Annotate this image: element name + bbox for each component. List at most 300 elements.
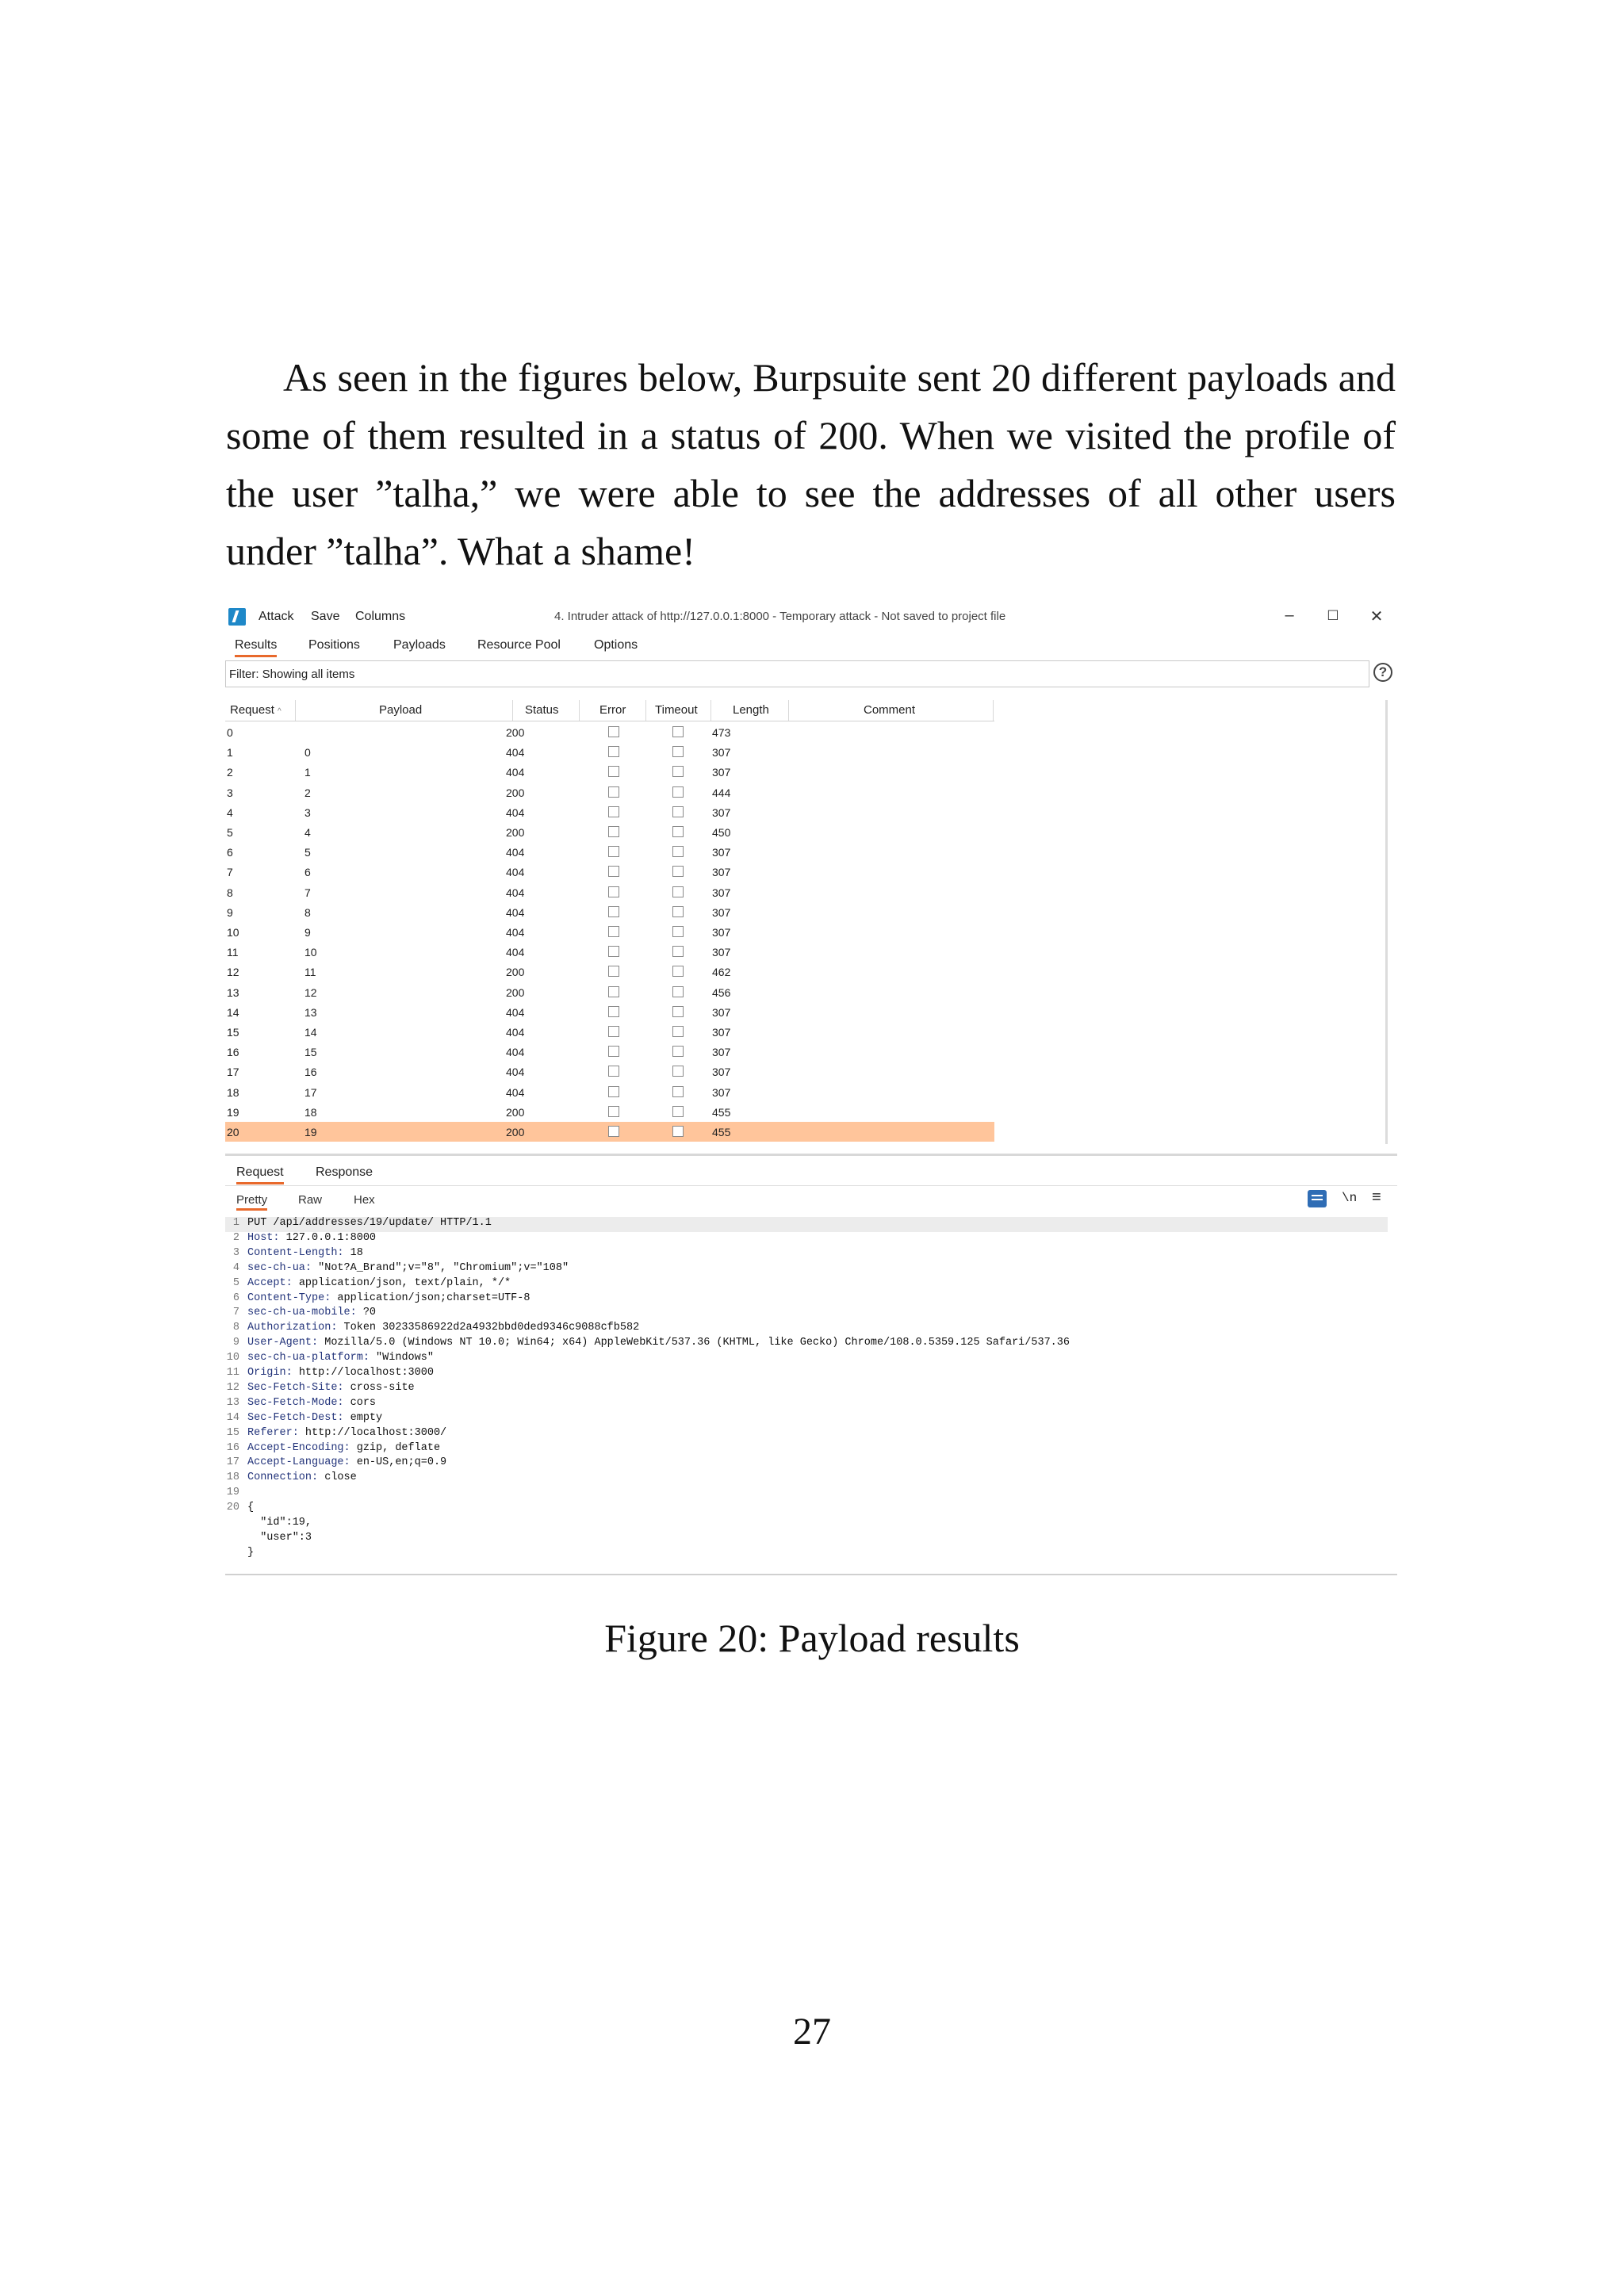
table-row[interactable]	[225, 882, 994, 902]
timeout-checkbox[interactable]	[672, 1126, 684, 1137]
line-number: 8	[232, 1322, 239, 1334]
line-number: 5	[232, 1276, 239, 1289]
code-line	[225, 1456, 1388, 1471]
header-key: Sec-Fetch-Dest:	[247, 1411, 344, 1424]
minimize-icon[interactable]: –	[1285, 607, 1294, 624]
line-text	[247, 1517, 312, 1529]
timeout-checkbox[interactable]	[672, 906, 684, 917]
error-checkbox[interactable]	[608, 786, 619, 798]
cell-payload: 19	[304, 1126, 317, 1138]
header-key: Sec-Fetch-Site:	[247, 1381, 344, 1394]
cell-length: 307	[712, 866, 731, 879]
header-key: Origin:	[247, 1367, 293, 1379]
code-line	[225, 1442, 1388, 1457]
cell-status: 404	[506, 806, 525, 819]
line-text	[247, 1471, 357, 1483]
code-line	[225, 1307, 1388, 1322]
request-editor[interactable]	[225, 1217, 1388, 1574]
cell-status: 404	[506, 1005, 525, 1019]
cell-payload: 5	[304, 846, 311, 859]
line-text	[247, 1307, 376, 1318]
header-value: "Windows"	[369, 1352, 434, 1364]
header-key: Authorization:	[247, 1322, 338, 1334]
line-number: 20	[226, 1502, 239, 1514]
column-divider	[295, 700, 296, 721]
line-number: 10	[226, 1352, 239, 1364]
column-divider	[512, 700, 513, 721]
header-key: Connection:	[247, 1471, 319, 1484]
header-value: application/json, text/plain, */*	[292, 1276, 511, 1289]
header-key: {	[247, 1502, 255, 1514]
line-text	[247, 1292, 530, 1304]
cell-status: 200	[506, 726, 525, 739]
line-text	[247, 1382, 415, 1394]
table-row[interactable]	[225, 982, 994, 1002]
code-line	[225, 1367, 1388, 1382]
timeout-checkbox[interactable]	[672, 766, 684, 777]
cell-status: 404	[506, 846, 525, 859]
code-line	[225, 1322, 1388, 1337]
table-row[interactable]	[225, 1082, 994, 1102]
header-key: sec-ch-ua-mobile:	[247, 1307, 357, 1319]
header-key: Content-Length:	[247, 1246, 344, 1259]
line-text	[247, 1502, 254, 1513]
table-row[interactable]	[225, 862, 994, 882]
cell-request: 4	[227, 806, 233, 819]
error-checkbox[interactable]	[608, 1086, 619, 1097]
cell-payload: 9	[304, 926, 311, 939]
header-error[interactable]: Error	[599, 703, 626, 717]
menu-columns[interactable]: Columns	[355, 610, 406, 623]
table-row[interactable]	[225, 942, 994, 962]
cell-status: 404	[506, 886, 525, 899]
tab-response[interactable]: Response	[316, 1165, 373, 1179]
cell-length: 444	[712, 786, 731, 799]
cell-payload: 8	[304, 905, 311, 919]
burp-logo-icon	[228, 608, 246, 626]
figure-caption: Figure 20: Payload results	[604, 1616, 1020, 1660]
cell-payload: 2	[304, 786, 311, 799]
message-tabs	[225, 1161, 1397, 1186]
table-header	[225, 700, 994, 721]
line-text	[247, 1247, 363, 1259]
header-value: empty	[343, 1411, 383, 1424]
cell-request: 3	[227, 786, 233, 799]
cell-request: 10	[227, 926, 239, 939]
header-key: Accept-Encoding:	[247, 1441, 350, 1454]
header-value: application/json;charset=UTF-8	[331, 1292, 530, 1304]
line-text	[247, 1232, 376, 1244]
cell-status: 200	[506, 786, 525, 799]
line-text	[247, 1262, 569, 1274]
header-value: "Not?A_Brand";v="8", "Chromium";v="108"	[312, 1261, 569, 1274]
page-number: 27	[793, 2011, 831, 2053]
line-text	[247, 1367, 434, 1379]
table-row[interactable]	[225, 902, 994, 922]
header-key: User-Agent:	[247, 1337, 319, 1349]
sort-ascending-icon: ^	[278, 707, 282, 716]
menu-save[interactable]: Save	[311, 610, 340, 623]
table-row[interactable]	[225, 922, 994, 942]
table-row[interactable]	[225, 822, 994, 842]
help-icon[interactable]: ?	[1373, 663, 1392, 682]
cell-request: 12	[227, 966, 239, 979]
line-text	[247, 1337, 1070, 1349]
tab-resource-pool[interactable]: Resource Pool	[477, 638, 561, 652]
cell-request: 17	[227, 1066, 239, 1079]
cell-status: 404	[506, 1046, 525, 1059]
error-checkbox[interactable]	[608, 1046, 619, 1057]
header-key: Referer:	[247, 1426, 299, 1439]
cell-payload: 13	[304, 1005, 317, 1019]
cell-payload: 14	[304, 1026, 317, 1039]
column-divider	[993, 700, 994, 721]
line-text	[247, 1442, 440, 1454]
header-value: http://localhost:3000	[292, 1367, 434, 1379]
timeout-checkbox[interactable]	[672, 1106, 684, 1117]
panel-splitter[interactable]	[225, 1154, 1397, 1156]
cell-request: 1	[227, 746, 233, 760]
line-number: 17	[226, 1456, 239, 1469]
cell-length: 307	[712, 1026, 731, 1039]
cell-length: 450	[712, 826, 731, 839]
code-line	[225, 1502, 1388, 1517]
header-key: Accept:	[247, 1276, 293, 1289]
tab-request[interactable]: Request	[236, 1165, 284, 1184]
code-line	[225, 1547, 1388, 1562]
column-divider	[645, 700, 646, 721]
cell-status: 404	[506, 946, 525, 959]
line-number: 12	[226, 1381, 239, 1394]
divider	[225, 1574, 1397, 1575]
cell-payload: 1	[304, 766, 311, 779]
header-value: gzip, deflate	[350, 1441, 441, 1454]
cell-length: 307	[712, 926, 731, 939]
code-line	[225, 1262, 1388, 1277]
timeout-checkbox[interactable]	[672, 1046, 684, 1057]
header-key: "user":3	[247, 1531, 312, 1544]
cell-request: 8	[227, 886, 233, 899]
tab-payloads[interactable]: Payloads	[393, 638, 446, 652]
line-text	[247, 1277, 511, 1289]
cell-length: 307	[712, 746, 731, 760]
timeout-checkbox[interactable]	[672, 926, 684, 937]
header-key: Host:	[247, 1231, 280, 1244]
code-line	[225, 1397, 1388, 1412]
timeout-checkbox[interactable]	[672, 986, 684, 997]
maximize-icon[interactable]: ☐	[1327, 608, 1339, 623]
code-line	[225, 1217, 1388, 1232]
table-row[interactable]	[225, 842, 994, 862]
cell-status: 404	[506, 1026, 525, 1039]
close-icon[interactable]: ✕	[1369, 608, 1384, 626]
table-row[interactable]	[225, 742, 994, 762]
header-comment[interactable]: Comment	[864, 703, 916, 717]
error-checkbox[interactable]	[608, 1106, 619, 1117]
error-checkbox[interactable]	[608, 1006, 619, 1017]
timeout-checkbox[interactable]	[672, 866, 684, 877]
code-line	[225, 1532, 1388, 1547]
burp-intruder-screenshot	[225, 600, 1397, 1575]
line-number: 4	[232, 1261, 239, 1274]
error-checkbox[interactable]	[608, 886, 619, 897]
cell-request: 18	[227, 1085, 239, 1099]
cell-payload: 16	[304, 1066, 317, 1079]
code-line	[225, 1277, 1388, 1292]
error-checkbox[interactable]	[608, 866, 619, 877]
cell-status: 200	[506, 985, 525, 999]
code-line	[225, 1352, 1388, 1367]
cell-payload: 15	[304, 1046, 317, 1059]
vertical-scrollbar[interactable]	[1385, 700, 1388, 1144]
error-checkbox[interactable]	[608, 1066, 619, 1077]
line-text	[247, 1427, 446, 1439]
cell-length: 307	[712, 905, 731, 919]
header-value: ?0	[356, 1307, 377, 1319]
cell-payload: 12	[304, 985, 317, 999]
cell-request: 19	[227, 1105, 239, 1119]
code-line	[225, 1247, 1388, 1262]
cell-length: 455	[712, 1105, 731, 1119]
line-text	[247, 1456, 446, 1468]
cell-request: 16	[227, 1046, 239, 1059]
cell-length: 307	[712, 806, 731, 819]
cell-status: 404	[506, 905, 525, 919]
timeout-checkbox[interactable]	[672, 946, 684, 957]
cell-status: 200	[506, 826, 525, 839]
line-text	[247, 1532, 312, 1544]
line-number: 2	[232, 1231, 239, 1244]
cell-request: 0	[227, 726, 233, 739]
cell-status: 404	[506, 746, 525, 760]
line-text	[247, 1397, 376, 1409]
timeout-checkbox[interactable]	[672, 786, 684, 798]
timeout-checkbox[interactable]	[672, 826, 684, 837]
cell-payload: 0	[304, 746, 311, 760]
line-text	[247, 1352, 434, 1364]
line-number: 9	[232, 1337, 239, 1349]
column-divider	[710, 700, 711, 721]
cell-payload: 7	[304, 886, 311, 899]
table-row[interactable]	[225, 802, 994, 822]
error-checkbox[interactable]	[608, 806, 619, 817]
cell-request: 6	[227, 846, 233, 859]
column-divider	[788, 700, 789, 721]
table-row[interactable]	[225, 722, 994, 742]
cell-request: 13	[227, 985, 239, 999]
timeout-checkbox[interactable]	[672, 726, 684, 737]
cell-status: 200	[506, 1105, 525, 1119]
line-number: 7	[232, 1307, 239, 1319]
body-paragraph: As seen in the figures below, Burpsuite sent 20 different payloads and some of them resulted in a status of 200. When we visited the profile of the user ”talha,” we were able to see the addresses of all other users under ”talha”. What a shame!	[226, 355, 1396, 573]
timeout-checkbox[interactable]	[672, 1026, 684, 1037]
error-checkbox[interactable]	[608, 826, 619, 837]
error-checkbox[interactable]	[608, 906, 619, 917]
cell-payload: 11	[304, 966, 316, 979]
code-line	[225, 1487, 1388, 1502]
line-text	[247, 1412, 382, 1424]
timeout-checkbox[interactable]	[672, 1086, 684, 1097]
code-line	[225, 1292, 1388, 1307]
cell-payload: 10	[304, 946, 317, 959]
header-value: cross-site	[343, 1381, 415, 1394]
table-row[interactable]	[225, 1122, 994, 1142]
filter-bar[interactable]: Filter: Showing all items	[225, 660, 1369, 687]
cell-length: 307	[712, 1085, 731, 1099]
hamburger-menu-icon[interactable]: ≡	[1372, 1188, 1381, 1206]
header-key: Sec-Fetch-Mode:	[247, 1396, 344, 1409]
code-line	[225, 1382, 1388, 1397]
cell-request: 7	[227, 866, 233, 879]
error-checkbox[interactable]	[608, 1126, 619, 1137]
line-number: 18	[226, 1471, 239, 1484]
line-number: 15	[226, 1426, 239, 1439]
cell-status: 404	[506, 766, 525, 779]
word-wrap-icon[interactable]	[1308, 1190, 1327, 1207]
timeout-checkbox[interactable]	[672, 806, 684, 817]
header-status[interactable]: Status	[525, 703, 559, 717]
table-row[interactable]	[225, 1102, 994, 1122]
line-number: 16	[226, 1441, 239, 1454]
line-text	[247, 1217, 492, 1229]
line-number: 11	[226, 1367, 239, 1379]
cell-status: 200	[506, 1126, 525, 1138]
view-tabs	[225, 1190, 1397, 1212]
title-bar	[225, 600, 1397, 633]
header-key: Accept-Language:	[247, 1456, 350, 1469]
line-number: 6	[232, 1292, 239, 1304]
table-row[interactable]	[225, 1062, 994, 1081]
header-request[interactable]: Request ^	[230, 703, 282, 717]
line-number: 14	[226, 1411, 239, 1424]
cell-length: 455	[712, 1126, 731, 1138]
cell-length: 456	[712, 985, 731, 999]
cell-request: 15	[227, 1026, 239, 1039]
cell-length: 307	[712, 766, 731, 779]
table-row[interactable]	[225, 783, 994, 802]
window-title: 4. Intruder attack of http://127.0.0.1:8000 - Temporary attack - Not saved to project file	[554, 610, 1006, 623]
header-value: http://localhost:3000/	[298, 1426, 447, 1439]
cell-payload: 4	[304, 826, 311, 839]
line-number: 3	[232, 1246, 239, 1259]
cell-status: 200	[506, 966, 525, 979]
header-value: close	[318, 1471, 357, 1484]
cell-request: 9	[227, 905, 233, 919]
line-number: 1	[232, 1217, 239, 1229]
error-checkbox[interactable]	[608, 966, 619, 977]
cell-length: 307	[712, 1066, 731, 1079]
timeout-checkbox[interactable]	[672, 1006, 684, 1017]
cell-request: 20	[227, 1126, 239, 1138]
cell-status: 404	[506, 926, 525, 939]
error-checkbox[interactable]	[608, 946, 619, 957]
header-value: en-US,en;q=0.9	[350, 1456, 447, 1469]
tab-positions[interactable]: Positions	[308, 638, 360, 652]
tab-pretty[interactable]: Pretty	[236, 1193, 267, 1211]
header-length[interactable]: Length	[733, 703, 769, 717]
error-checkbox[interactable]	[608, 1026, 619, 1037]
timeout-checkbox[interactable]	[672, 746, 684, 757]
cell-length: 307	[712, 946, 731, 959]
error-checkbox[interactable]	[608, 746, 619, 757]
code-line	[225, 1517, 1388, 1532]
error-checkbox[interactable]	[608, 846, 619, 857]
header-key: }	[247, 1546, 255, 1559]
header-value: 127.0.0.1:8000	[279, 1231, 377, 1244]
line-text	[247, 1322, 639, 1334]
code-line	[225, 1337, 1388, 1352]
header-key: "id":19,	[247, 1517, 312, 1529]
cell-length: 473	[712, 726, 731, 739]
timeout-checkbox[interactable]	[672, 846, 684, 857]
newline-toggle-button[interactable]: \n	[1342, 1191, 1358, 1205]
header-key: sec-ch-ua-platform:	[247, 1352, 370, 1364]
results-table	[225, 700, 1388, 1152]
cell-payload: 3	[304, 806, 311, 819]
tab-raw[interactable]: Raw	[298, 1193, 323, 1207]
cell-request: 11	[227, 946, 239, 959]
cell-payload: 18	[304, 1105, 317, 1119]
column-divider	[579, 700, 580, 721]
error-checkbox[interactable]	[608, 926, 619, 937]
cell-length: 307	[712, 1005, 731, 1019]
cell-request: 2	[227, 766, 233, 779]
cell-length: 307	[712, 846, 731, 859]
tab-hex[interactable]: Hex	[354, 1193, 375, 1207]
cell-length: 462	[712, 966, 731, 979]
timeout-checkbox[interactable]	[672, 966, 684, 977]
header-value: Mozilla/5.0 (Windows NT 10.0; Win64; x64) AppleWebKit/537.36 (KHTML, like Gecko) Chrome/108.0.5359.125 Safari/537.36	[318, 1337, 1070, 1349]
line-number: 13	[226, 1396, 239, 1409]
table-row[interactable]	[225, 762, 994, 782]
table-row[interactable]	[225, 1002, 994, 1022]
code-line	[225, 1232, 1388, 1247]
error-checkbox[interactable]	[608, 986, 619, 997]
cell-length: 307	[712, 886, 731, 899]
table-row[interactable]	[225, 1022, 994, 1042]
header-value: Token 30233586922d2a4932bbd0ded9346c9088cfb582	[337, 1322, 640, 1334]
cell-status: 404	[506, 1085, 525, 1099]
code-line	[225, 1471, 1388, 1487]
tab-options[interactable]: Options	[594, 638, 638, 652]
header-key: Content-Type:	[247, 1292, 331, 1304]
cell-length: 307	[712, 1046, 731, 1059]
header-timeout[interactable]: Timeout	[655, 703, 698, 717]
table-row[interactable]	[225, 962, 994, 982]
timeout-checkbox[interactable]	[672, 1066, 684, 1077]
cell-request: 14	[227, 1005, 239, 1019]
tab-results[interactable]: Results	[235, 638, 277, 657]
error-checkbox[interactable]	[608, 766, 619, 777]
header-value: 18	[343, 1246, 363, 1259]
line-number: 19	[226, 1487, 239, 1499]
code-line	[225, 1427, 1388, 1442]
header-key: sec-ch-ua:	[247, 1261, 312, 1274]
cell-payload: 17	[304, 1085, 317, 1099]
timeout-checkbox[interactable]	[672, 886, 684, 897]
header-value: cors	[343, 1396, 377, 1409]
header-payload[interactable]: Payload	[379, 703, 423, 717]
cell-payload: 6	[304, 866, 311, 879]
code-line	[225, 1412, 1388, 1427]
table-row[interactable]	[225, 1042, 994, 1062]
menu-attack[interactable]: Attack	[259, 610, 294, 623]
line-text	[247, 1547, 254, 1559]
cell-status: 404	[506, 866, 525, 879]
cell-request: 5	[227, 826, 233, 839]
error-checkbox[interactable]	[608, 726, 619, 737]
header-key: PUT /api/addresses/19/update/ HTTP/1.1	[247, 1217, 492, 1229]
